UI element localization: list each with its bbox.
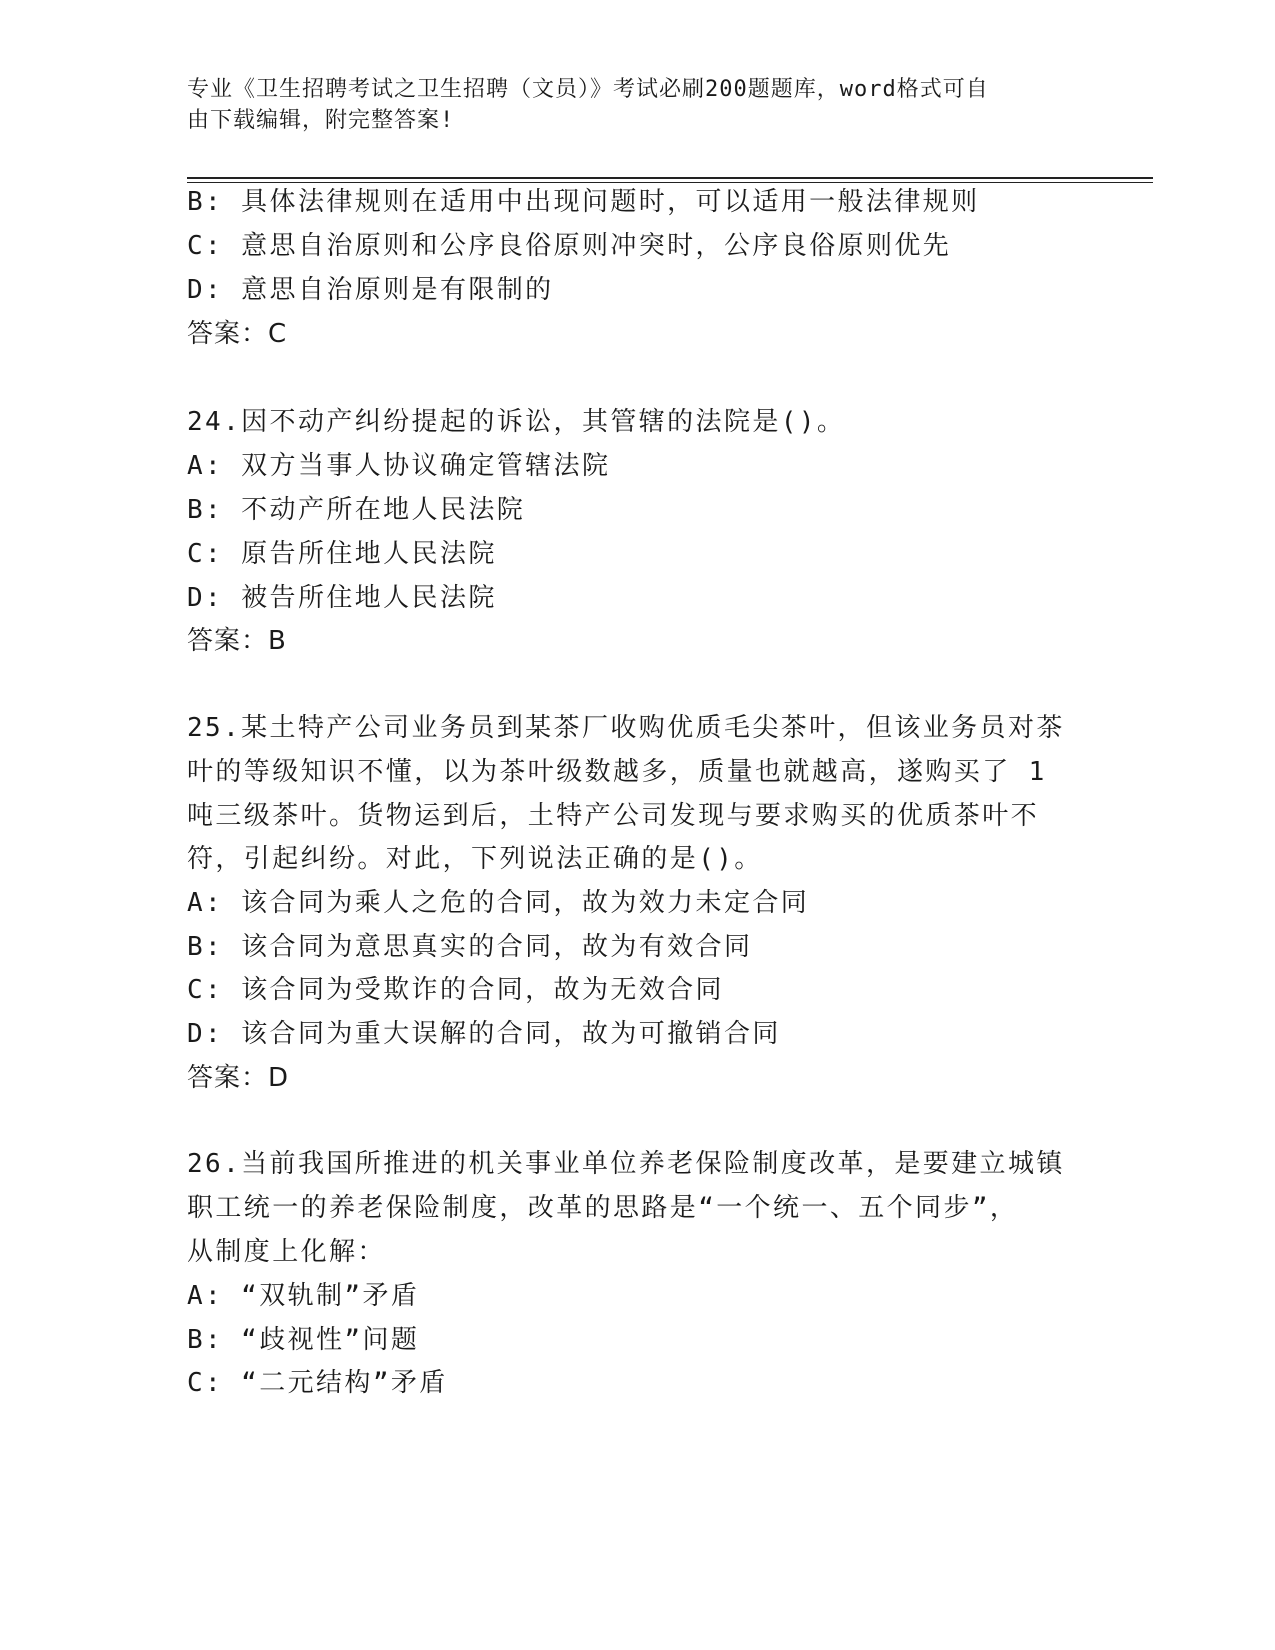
q24-option-d: D: 被告所住地人民法院	[187, 583, 497, 613]
q24-question: 24.因不动产纠纷提起的诉讼，其管辖的法院是()。	[187, 407, 846, 437]
q23-answer: 答案：C	[187, 319, 288, 349]
q25-question-line-2: 叶的等级知识不懂，以为茶叶级数越多，质量也就越高，遂购买了 1	[187, 757, 1047, 787]
q25-option-a: A: 该合同为乘人之危的合同，故为效力未定合同	[187, 888, 810, 918]
q26-option-a: A: “双轨制”矛盾	[187, 1281, 420, 1311]
q25-question-line-1: 25.某土特产公司业务员到某茶厂收购优质毛尖茶叶，但该业务员对茶	[187, 713, 1065, 743]
q25-question-line-4: 符，引起纠纷。对此，下列说法正确的是()。	[187, 844, 763, 874]
document-header	[187, 74, 1087, 136]
q25-option-b: B: 该合同为意思真实的合同，故为有效合同	[187, 932, 753, 962]
q23-option-d: D: 意思自治原则是有限制的	[187, 275, 554, 305]
q26-question-line-3: 从制度上化解：	[187, 1237, 386, 1267]
q25-question-line-3: 吨三级茶叶。货物运到后，土特产公司发现与要求购买的优质茶叶不	[187, 801, 1040, 831]
header-title-line-1: 专业《卫生招聘考试之卫生招聘（文员）》考试必刷200题题库，word格式可自	[187, 77, 989, 102]
header-divider-thin	[187, 182, 1153, 183]
q26-question-line-2: 职工统一的养老保险制度，改革的思路是“一个统一、五个同步”，	[187, 1193, 1019, 1223]
q25-answer: 答案：D	[187, 1063, 290, 1093]
q23-option-b: B: 具体法律规则在适用中出现问题时，可以适用一般法律规则	[187, 187, 980, 217]
q26-option-c: C: “二元结构”矛盾	[187, 1368, 448, 1398]
q25-option-d: D: 该合同为重大误解的合同，故为可撤销合同	[187, 1019, 781, 1049]
q25-option-c: C: 该合同为受欺诈的合同，故为无效合同	[187, 975, 724, 1005]
q24-option-b: B: 不动产所在地人民法院	[187, 495, 526, 525]
header-divider-thick	[187, 177, 1153, 179]
q23-option-c: C: 意思自治原则和公序良俗原则冲突时，公序良俗原则优先	[187, 231, 952, 261]
q24-option-a: A: 双方当事人协议确定管辖法院	[187, 451, 611, 481]
q24-option-c: C: 原告所住地人民法院	[187, 539, 497, 569]
q24-answer: 答案：B	[187, 626, 287, 656]
q26-question-line-1: 26.当前我国所推进的机关事业单位养老保险制度改革，是要建立城镇	[187, 1149, 1065, 1179]
q26-option-b: B: “歧视性”问题	[187, 1325, 420, 1355]
header-title-line-2: 由下载编辑，附完整答案!	[187, 108, 455, 133]
